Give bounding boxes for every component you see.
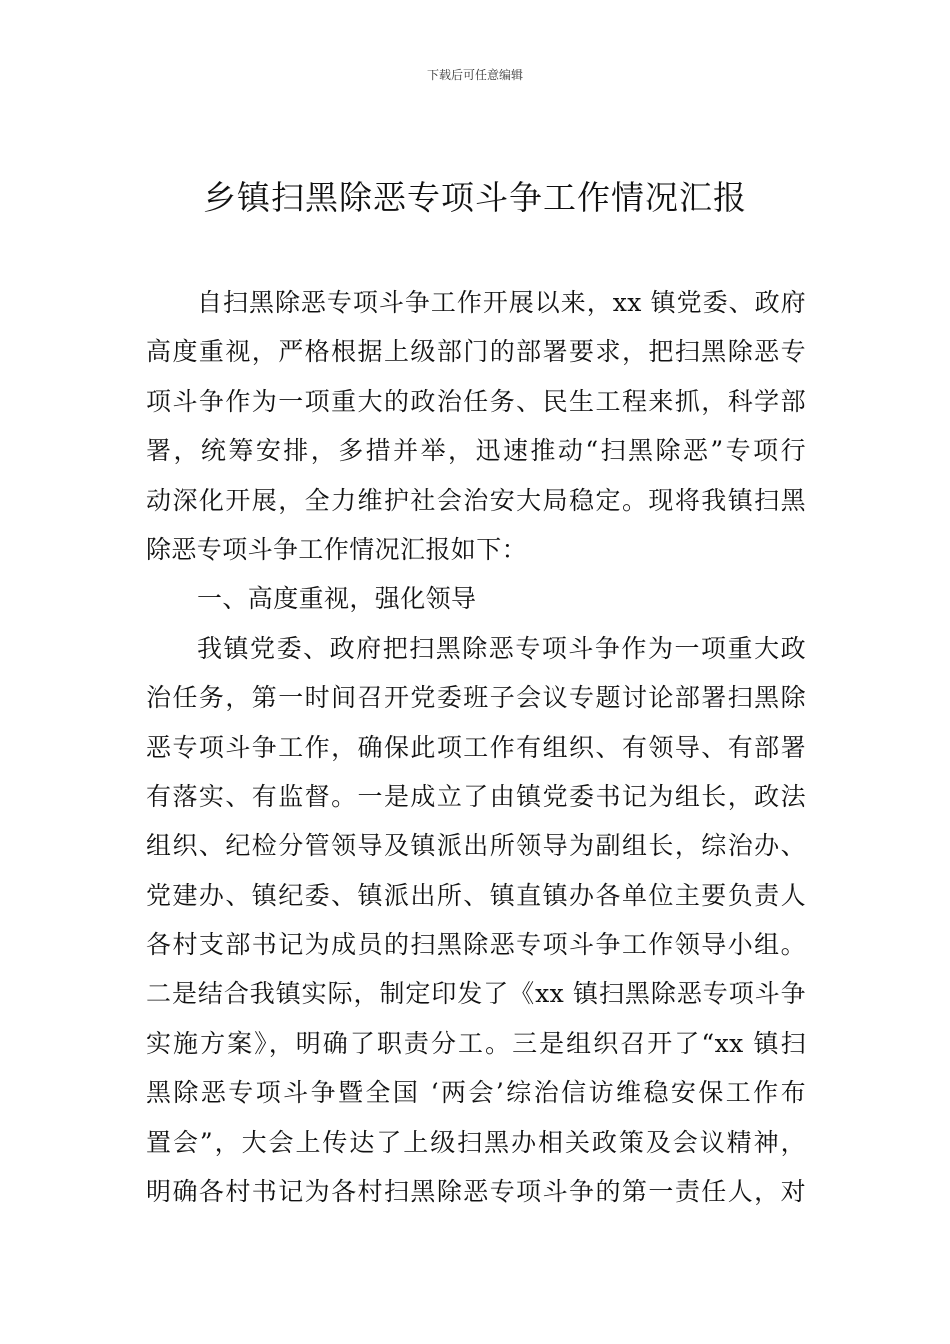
text-line: 明确各村书记为各村扫黑除恶专项斗争的第一责任人，对 <box>146 1177 806 1207</box>
text-line: 署，统筹安排，多措并举，迅速推动“扫黑除恶”专项行 <box>146 436 806 466</box>
text-line: 有落实、有监督。一是成立了由镇党委书记为组长，政法 <box>146 781 806 811</box>
text-line: 高度重视，严格根据上级部门的部署要求，把扫黑除恶专 <box>146 337 806 367</box>
text-line: 实施方案》，明确了职责分工。三是组织召开了“xx 镇扫 <box>146 1028 806 1058</box>
text-line: 项斗争作为一项重大的政治任务、民生工程来抓，科学部 <box>146 386 806 416</box>
text-line: 我镇党委、政府把扫黑除恶专项斗争作为一项重大政 <box>197 633 806 663</box>
text-line: 一、高度重视，强化领导 <box>197 584 477 614</box>
page-header-note: 下载后可任意编辑 <box>426 68 523 82</box>
text-line: 组织、纪检分管领导及镇派出所领导为副组长，综治办、 <box>146 831 806 861</box>
text-line: 恶专项斗争工作，确保此项工作有组织、有领导、有部署 <box>146 732 806 762</box>
document-title: 乡镇扫黑除恶专项斗争工作情况汇报 <box>203 178 747 217</box>
text-line: 二是结合我镇实际，制定印发了《xx 镇扫黑除恶专项斗争 <box>146 979 806 1009</box>
text-line: 治任务，第一时间召开党委班子会议专题讨论部署扫黑除 <box>146 683 806 713</box>
text-line: 除恶专项斗争工作情况汇报如下： <box>146 534 528 564</box>
text-line: 动深化开展，全力维护社会治安大局稳定。现将我镇扫黑 <box>146 485 806 515</box>
text-line: 党建办、镇纪委、镇派出所、镇直镇办各单位主要负责人 <box>146 880 806 910</box>
text-line: 置会”，大会上传达了上级扫黑办相关政策及会议精神， <box>146 1127 806 1157</box>
text-line: 自扫黑除恶专项斗争工作开展以来，xx 镇党委、政府 <box>197 288 806 317</box>
document-body <box>146 278 806 1216</box>
text-line: 黑除恶专项斗争暨全国 ‘两会’综治信访维稳安保工作布 <box>146 1078 806 1108</box>
text-line: 各村支部书记为成员的扫黑除恶专项斗争工作领导小组。 <box>146 930 806 960</box>
